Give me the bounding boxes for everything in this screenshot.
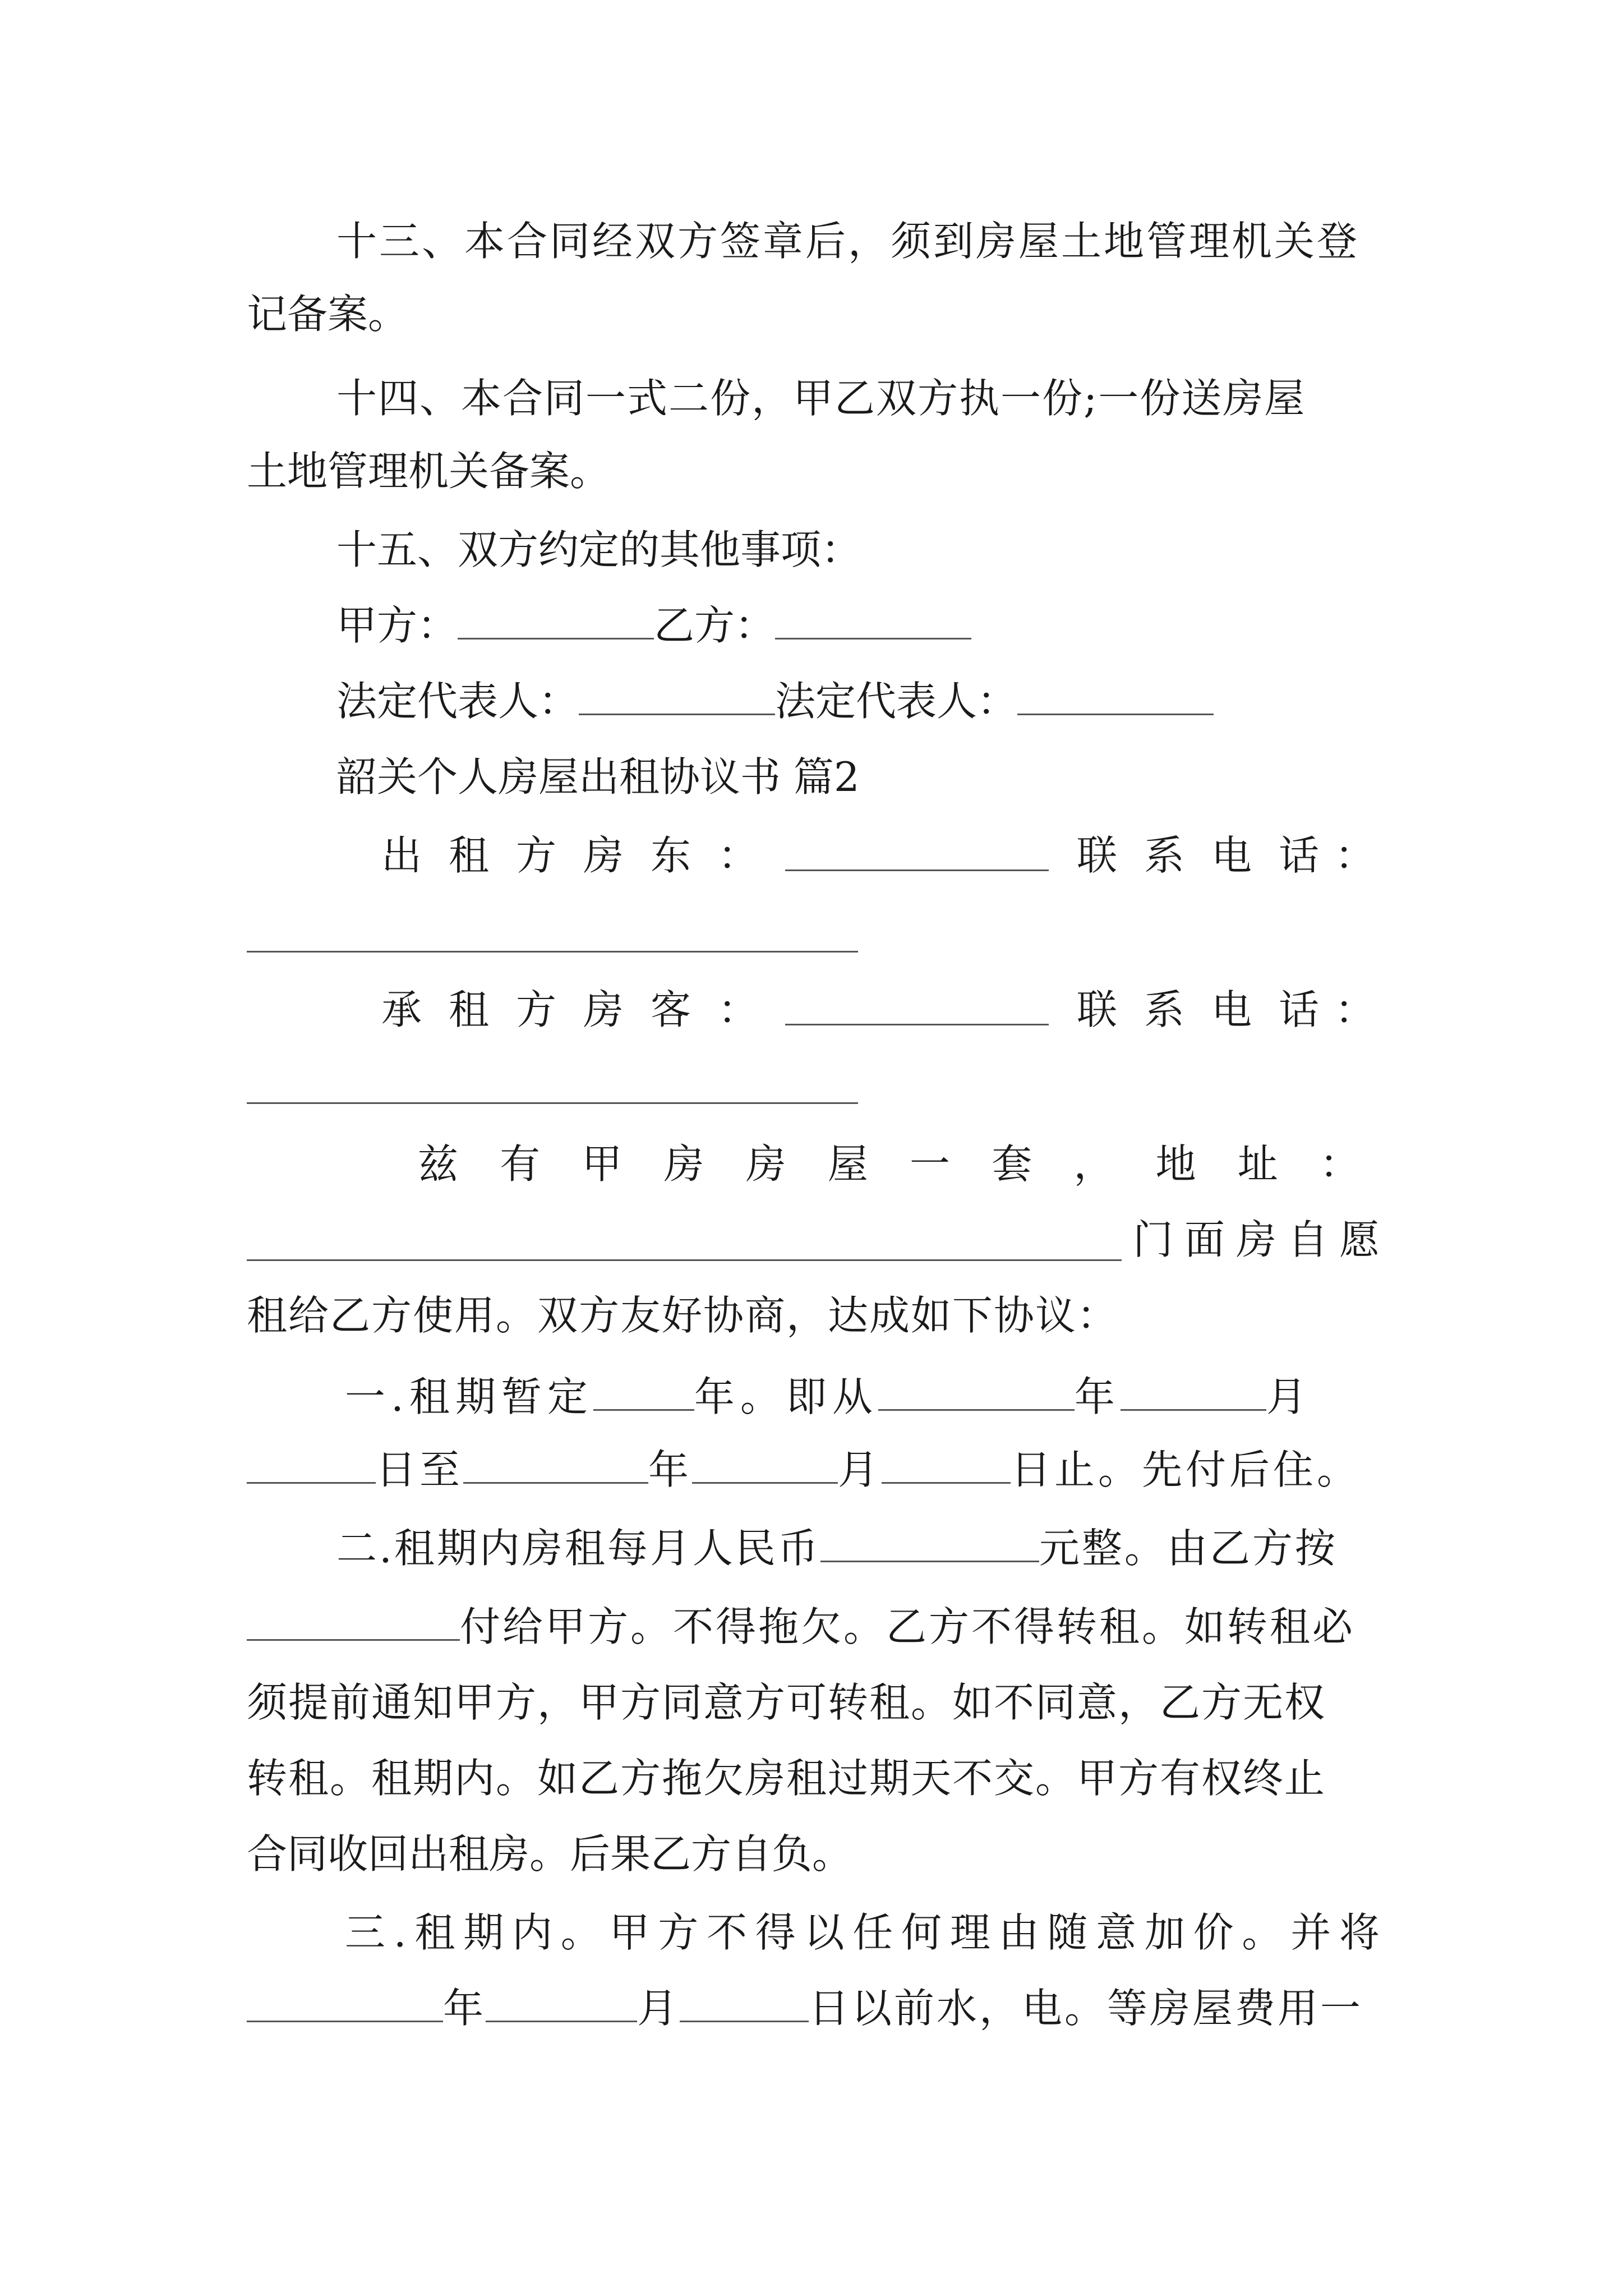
end-month-blank[interactable] <box>692 1443 838 1484</box>
landlord-label-6: ： <box>718 832 759 879</box>
landlord-name-blank[interactable] <box>785 830 1049 871</box>
landlord-phone-1: 联 <box>1077 832 1118 879</box>
c3-13: 何 <box>901 1909 942 1956</box>
addr-tail-2: 面 <box>1184 1216 1225 1263</box>
tenant-label-2: 租 <box>449 986 490 1033</box>
address-line <box>418 1136 1360 1192</box>
addr-char-4: 房 <box>663 1140 704 1188</box>
party-b-blank[interactable] <box>775 599 971 639</box>
clause-13-line-2: 记备案。 <box>247 291 409 338</box>
addr-tail-4: 自 <box>1287 1216 1328 1263</box>
landlord-label-5: 东 <box>651 832 691 879</box>
landlord-phone-4: 话 <box>1279 832 1320 879</box>
rent-label: 二.租期内房租每月人民币 <box>336 1525 820 1572</box>
tenant-label-1: 承 <box>381 986 422 1033</box>
c3-16: 随 <box>1047 1909 1088 1956</box>
c3-4: 期 <box>463 1909 504 1956</box>
start-year-label: 年 <box>1074 1373 1121 1420</box>
tenant-phone-2: 系 <box>1144 986 1185 1033</box>
party-line <box>336 597 971 654</box>
utility-day-blank[interactable] <box>680 1981 809 2022</box>
c3-15: 由 <box>998 1909 1039 1956</box>
address-tail <box>1133 1212 1380 1268</box>
addr-tail-1: 门 <box>1133 1216 1174 1263</box>
addr-char-7: 一 <box>910 1140 951 1188</box>
tenant-phone-1: 联 <box>1077 986 1118 1033</box>
utility-text: 日以前水，电。等房屋费用一 <box>809 1985 1363 2032</box>
clause-2-line-5: 合同收回出租房。后果乙方自负。 <box>247 1830 853 1878</box>
clause-14-line-2: 土地管理机关备案。 <box>247 448 611 495</box>
start-month-blank[interactable] <box>1121 1370 1266 1411</box>
c3-21: 并 <box>1290 1909 1331 1956</box>
clause-13-line-1: 十三、本合同经双方签章后，须到房屋土地管理机关登 <box>336 218 1360 265</box>
landlord-label-2: 租 <box>449 832 490 879</box>
landlord-phone-blank[interactable] <box>247 951 858 953</box>
addr-char-10: 地 <box>1155 1140 1196 1188</box>
addr-char-3: 甲 <box>582 1140 623 1188</box>
c3-19: 价 <box>1193 1909 1234 1956</box>
landlord-phone-5: ： <box>1335 832 1376 879</box>
c3-20: 。 <box>1242 1909 1283 1956</box>
end-day-blank[interactable] <box>882 1443 1011 1484</box>
c3-1: 三 <box>345 1909 386 1956</box>
party-b-label: 乙方： <box>654 602 776 649</box>
clause-14-line-1: 十四、本合同一式二份，甲乙双方执一份;一份送房屋 <box>336 375 1306 422</box>
legal-rep-a-label: 法定代表人： <box>336 678 579 725</box>
c3-18: 加 <box>1144 1909 1185 1956</box>
c3-22: 将 <box>1339 1909 1380 1956</box>
tenant-label-4: 房 <box>583 986 624 1033</box>
to-label: 日至 <box>376 1446 464 1493</box>
tenant-label-6: ： <box>718 986 759 1033</box>
address-blank[interactable] <box>247 1259 1122 1261</box>
landlord-line <box>381 827 1376 884</box>
c3-7: 甲 <box>609 1909 650 1956</box>
utility-month-label: 月 <box>637 1985 680 2032</box>
term-line-1 <box>345 1369 1312 1425</box>
end-year-label: 年 <box>648 1446 693 1493</box>
party-a-blank[interactable] <box>458 599 654 639</box>
landlord-label-4: 房 <box>583 832 624 879</box>
c3-10: 得 <box>755 1909 796 1956</box>
rent-unit-label: 元整。由乙方按 <box>1039 1525 1338 1572</box>
landlord-phone-2: 系 <box>1144 832 1185 879</box>
term-label: 一.租期暂定 <box>345 1373 593 1420</box>
legal-rep-a-blank[interactable] <box>579 674 775 715</box>
utility-year-blank[interactable] <box>247 1981 443 2022</box>
c3-11: 以 <box>804 1909 845 1956</box>
addr-tail-5: 愿 <box>1339 1216 1380 1263</box>
agreement-intro: 租给乙方使用。双方友好协商，达成如下协议： <box>247 1292 1119 1339</box>
rent-line <box>336 1520 1338 1576</box>
c3-9: 不 <box>707 1909 748 1956</box>
addr-char-6: 屋 <box>827 1140 868 1188</box>
addr-char-9: ， <box>1073 1140 1114 1188</box>
tenant-name-blank[interactable] <box>785 984 1049 1025</box>
landlord-label-1: 出 <box>381 832 422 879</box>
addr-char-1: 兹 <box>418 1140 459 1188</box>
addr-char-11: 址 <box>1237 1140 1278 1188</box>
clause-2-line-3: 须提前通知甲方，甲方同意方可转租。如不同意，乙方无权 <box>247 1679 1326 1726</box>
utility-year-label: 年 <box>443 1985 486 2032</box>
addr-char-5: 房 <box>745 1140 786 1188</box>
payment-text: 付给甲方。不得拖欠。乙方不得转租。如转租必 <box>460 1603 1355 1650</box>
c3-17: 意 <box>1096 1909 1137 1956</box>
legal-rep-line <box>336 673 1214 729</box>
c3-12: 任 <box>852 1909 893 1956</box>
start-year-blank[interactable] <box>878 1370 1075 1411</box>
c3-5: 内 <box>511 1909 552 1956</box>
end-day-label: 日止。先付后住。 <box>1011 1446 1361 1493</box>
c3-2: . <box>393 1909 407 1956</box>
tenant-label-3: 方 <box>516 986 557 1033</box>
tenant-phone-blank[interactable] <box>247 1102 858 1104</box>
term-from-label: 年。即从 <box>694 1373 878 1420</box>
tenant-line <box>381 982 1376 1038</box>
section-title: 韶关个人房屋出租协议书 篇2 <box>336 753 860 800</box>
end-month-label: 月 <box>838 1446 882 1493</box>
c3-3: 租 <box>414 1909 455 1956</box>
c3-6: 。 <box>560 1909 601 1956</box>
clause-15-line: 十五、双方约定的其他事项： <box>336 526 862 573</box>
c3-8: 方 <box>658 1909 699 1956</box>
start-month-label: 月 <box>1266 1373 1312 1420</box>
addr-char-2: 有 <box>500 1140 541 1188</box>
clause-2-line-4: 转租。租期内。如乙方拖欠房租过期天不交。甲方有权终止 <box>247 1755 1326 1802</box>
legal-rep-b-label: 法定代表人： <box>775 678 1018 725</box>
start-day-blank[interactable] <box>247 1443 376 1484</box>
c3-14: 理 <box>949 1909 990 1956</box>
landlord-label-3: 方 <box>516 832 557 879</box>
utility-month-blank[interactable] <box>486 1981 637 2022</box>
end-year-blank[interactable] <box>463 1443 648 1484</box>
legal-rep-b-blank[interactable] <box>1017 674 1214 715</box>
rent-amount-blank[interactable] <box>820 1521 1039 1562</box>
party-a-label: 甲方： <box>336 602 458 649</box>
payment-line <box>247 1599 1355 1655</box>
addr-char-12: ： <box>1319 1140 1360 1188</box>
tenant-phone-5: ： <box>1335 986 1376 1033</box>
tenant-phone-3: 电 <box>1211 986 1252 1033</box>
clause-3-line-2 <box>247 1980 1363 2036</box>
term-years-blank[interactable] <box>593 1370 694 1411</box>
addr-tail-3: 房 <box>1235 1216 1276 1263</box>
term-line-2 <box>247 1442 1361 1498</box>
payment-period-blank[interactable] <box>247 1600 460 1641</box>
clause-3-line-1 <box>345 1904 1380 1961</box>
landlord-phone-3: 电 <box>1211 832 1252 879</box>
tenant-label-5: 客 <box>651 986 691 1033</box>
tenant-phone-4: 话 <box>1279 986 1320 1033</box>
addr-char-8: 套 <box>992 1140 1032 1188</box>
